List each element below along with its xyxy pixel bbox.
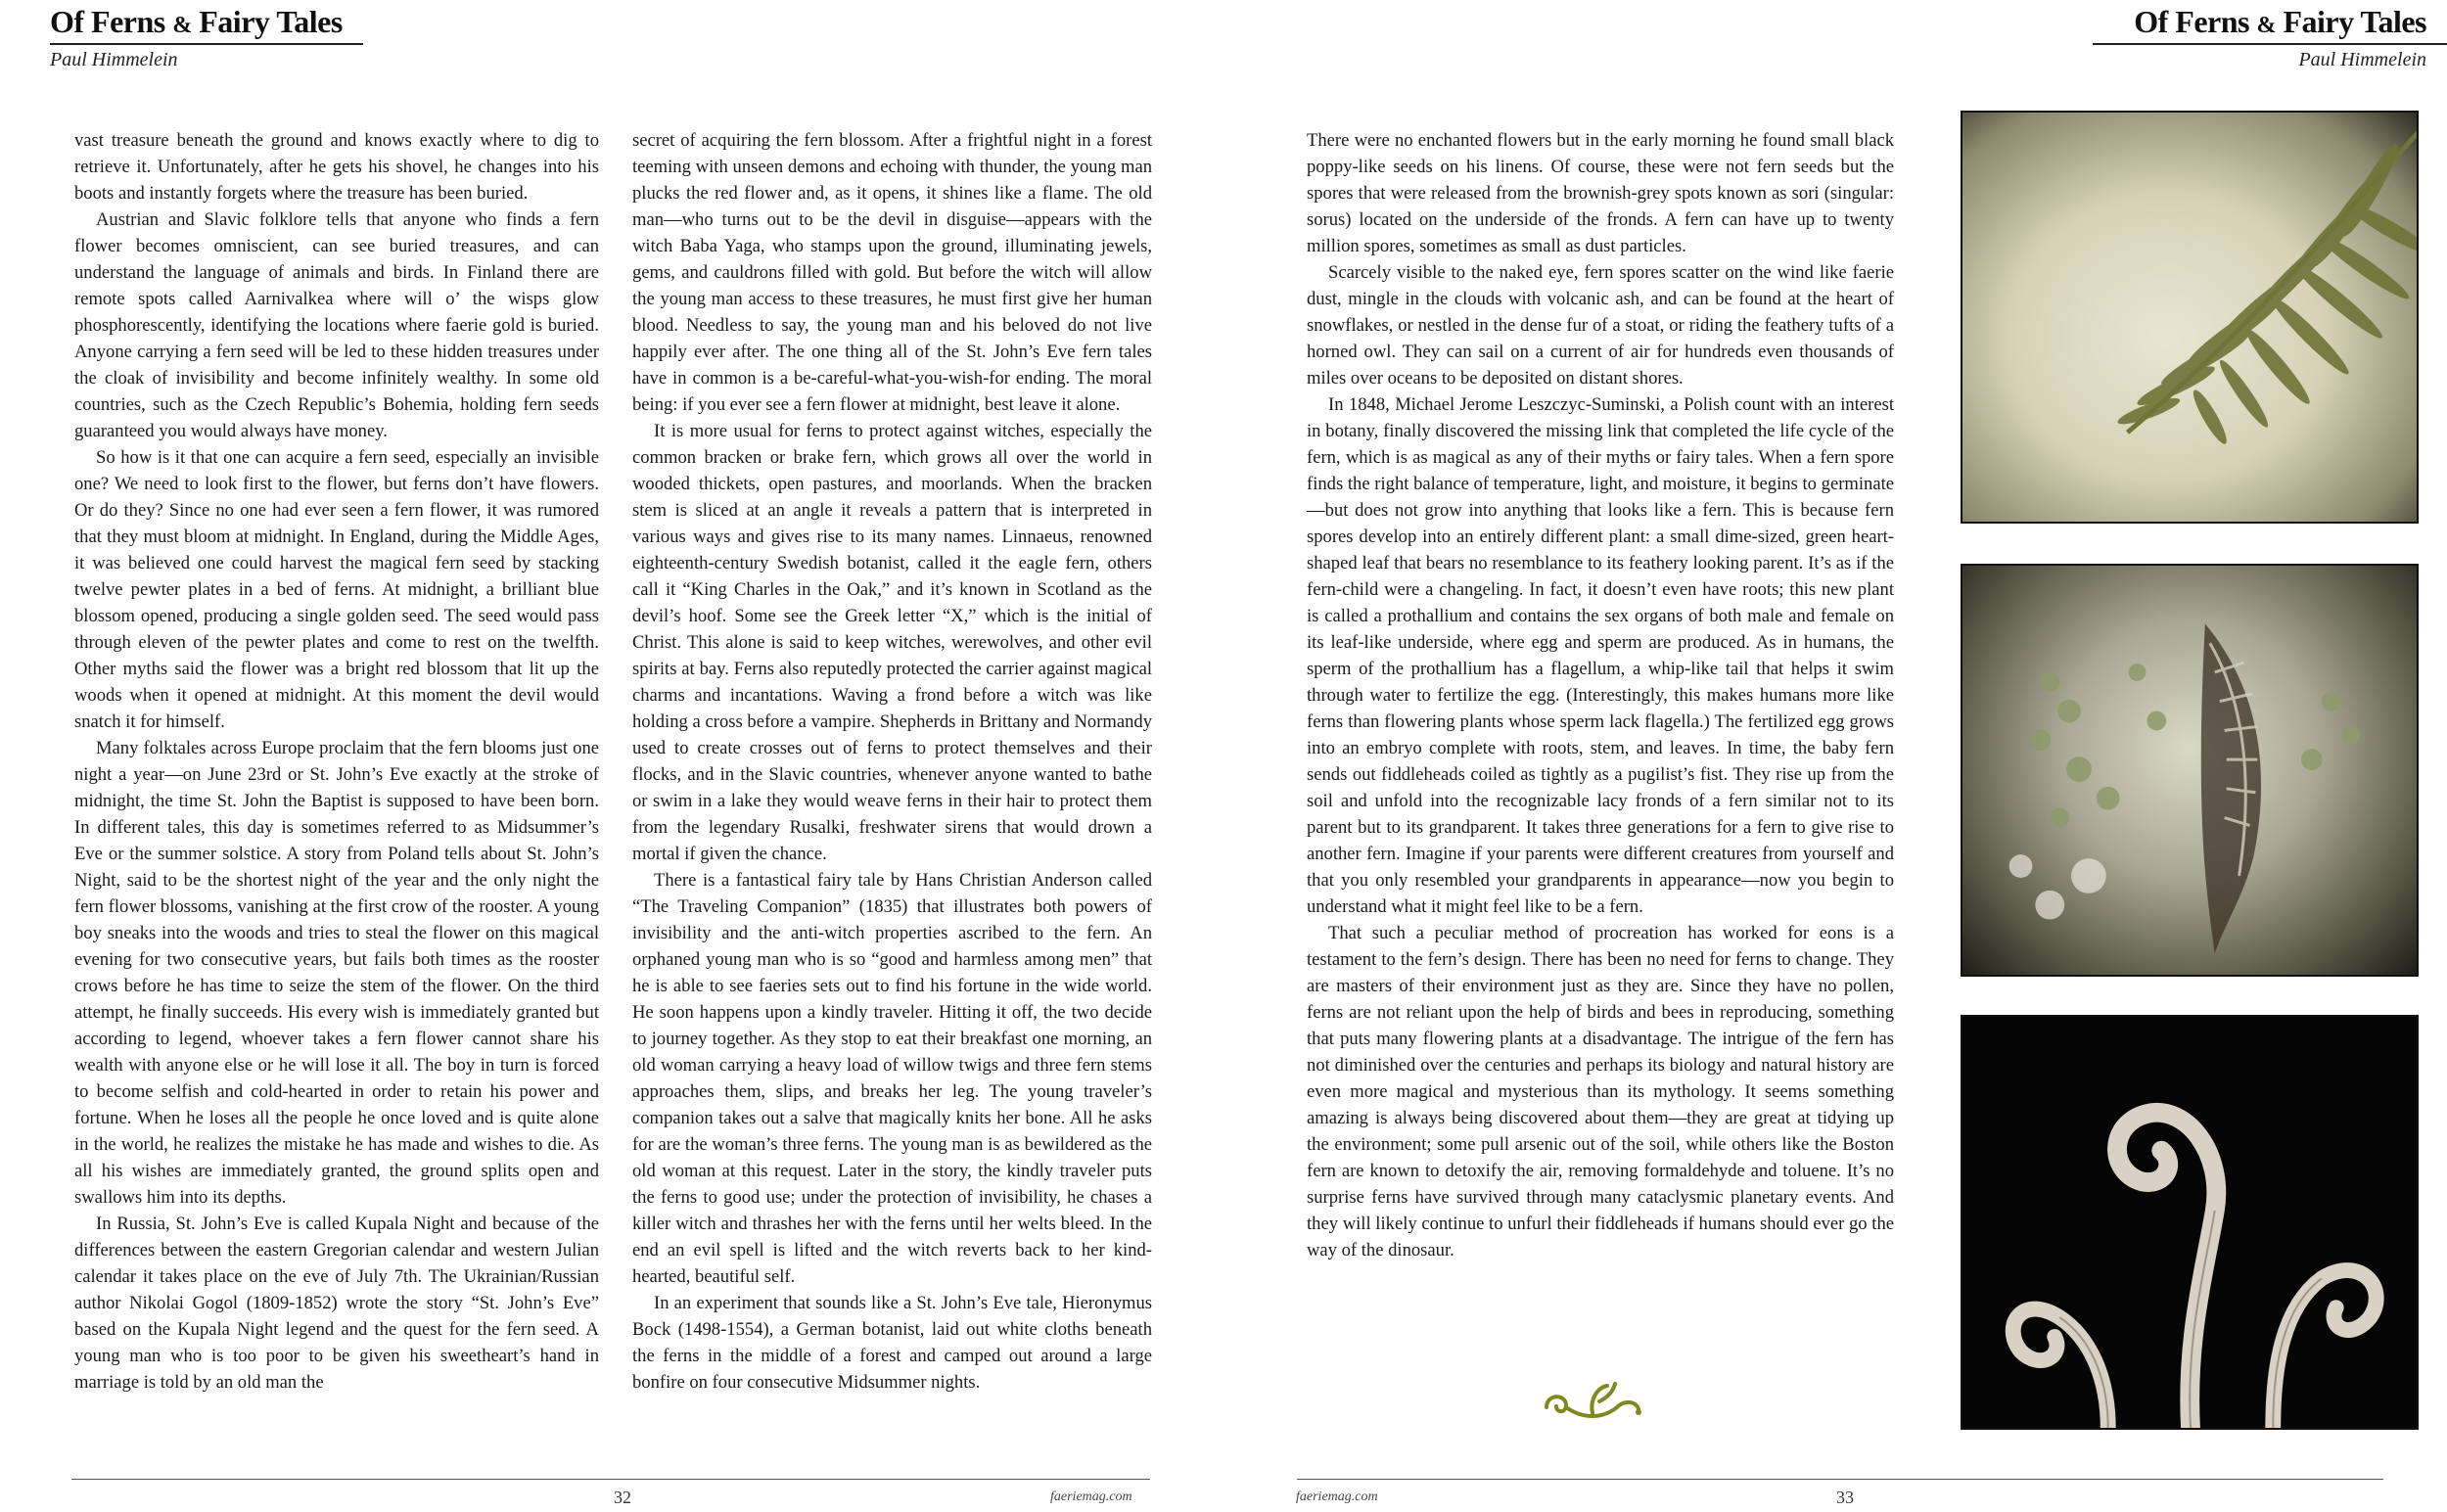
paragraph: vast treasure beneath the ground and knows exactly where to dig to retrieve it. Unfortunately, after he gets his shovel, he changes into his boots and instantly forgets where the treasure has been buried.: [74, 130, 599, 204]
paragraph: Scarcely visible to the naked eye, fern spores scatter on the wind like faerie dust, mingle in the clouds with volcanic ash, and can be found at the heart of snowflakes, or nestled in the dense fur of a stoat, or riding the feathery tufts of a horned owl. They can sail on a current of air for hundreds even thousands of miles over oceans to be deposited on distant shores.: [1307, 262, 1894, 389]
paragraph: It is more usual for ferns to protect against witches, especially the common bracken or brake fern, which grows all over the world in wooded thickets, open pastures, and moorlands. When the bracken stem is sliced at an angle it reveals a pattern that is interpreted in various ways and gives rise to its many names. Linnaeus, renowned eighteenth-century Swedish botanist, called it the eagle fern, others call it “King Charles in the Oak,” and it’s known in Scotland as the devil’s hoof. Some see the Greek letter “X,” which is the initial of Christ. This alone is said to keep witches, werewolves, and other evil spirits at bay. Ferns also reputedly protected the carrier against magical charms and incantations. Waving a frond before a witch was like holding a cross before a vampire. Shepherds in Brittany and Normandy used to create crosses out of ferns to protect themselves and their flocks, and in the Slavic countries, whenever anyone wanted to bathe or swim in a lake they would weave ferns in their hair to protect them from the legendary Rusalki, freshwater sirens that would drown a mortal if given the chance.: [632, 421, 1152, 864]
paragraph: So how is it that one can acquire a fern seed, especially an invisible one? We need to look first to the flower, but ferns don’t have flowers. Or do they? Since no one had ever seen a fern flower, it was rumored that they must bloom at midnight. In England, during the Middle Ages, it was believed one could harvest the magical fern seed by stacking twelve pewter plates in a bed of ferns. At midnight, a brilliant blue blossom opened, producing a single golden seed. The seed would pass through eleven of the pewter plates and come to rest on the twelfth. Other myths said the flower was a bright red blossom that lit up the woods when it opened at midnight. At this moment the devil would snatch it for himself.: [74, 447, 599, 732]
paragraph: There is a fantastical fairy tale by Hans Christian Anderson called “The Traveling Companion” (1835) that illustrates both powers of invisibility and the anti-witch properties ascribed to the fern. An orphaned young man who is so “good and harmless among men” that he is able to see faeries sets out to find his fortune in the wide world. He soon happens upon a kindly traveler. Hitting it off, the two decide to journey together. As they stop to eat their breakfast one morning, an old woman carrying a heavy load of willow twigs and three fern stems approaches them, slips, and breaks her leg. The young traveler’s companion takes out a salve that magically knits her bone. All he asks for are the woman’s three ferns. The young man is as bewildered as the old woman at this request. Later in the story, the kindly traveler puts the ferns to good use; under the protection of invisibility, he chases a killer witch and thrashes her with the ferns until her welts bleed. In the end an evil spell is lifted and the witch reverts back to her kind-hearted, beautiful self.: [632, 870, 1152, 1287]
paragraph: In 1848, Michael Jerome Leszczyc-Suminski, a Polish count with an interest in botany, finally discovered the missing link that completed the life cycle of the fern, which is as magical as any of their myths or fairy tales. When a fern spore finds the right balance of temperature, light, and moisture, it begins to germinate—but does not grow into anything that looks like a fern. This is because fern spores develop into an entirely different plant: a small dime-sized, green heart-shaped leaf that bears no resemblance to its feathery looking parent. It’s as if the fern-child were a changeling. In fact, it doesn’t even have roots; this new plant is called a prothallium and contains the sex organs of both male and female on its leaf-like underside, where egg and sperm are produced. As in humans, the sperm of the prothallium has a flagellum, a whip-like tail that helps it swim through water to fertilize the egg. (Interestingly, this makes humans more like ferns than flowering plants whose sperm lack flagella.) The fertilized egg grows into an embryo complete with roots, stem, and leaves. In time, the baby fern sends out fiddleheads coiled as tightly as a pugilist’s fist. They rise up from the soil and unfold into the recognizable lacy fronds of a fern similar not to its parent but to its grandparent. It takes three generations for a fern to give rise to another fern. Imagine if your parents were different creatures from yourself and that you only resembled your grandparents in appearance—now you begin to understand what it might feel like to be a fern.: [1307, 394, 1894, 917]
fiddlehead-photo: [1961, 1015, 2419, 1430]
paragraph: Austrian and Slavic folklore tells that anyone who finds a fern flower becomes omniscient, can see buried treasures, and can understand the language of animals and birds. In Finland there are remote spots called Aarnivalkea where will o’ the wisps glow phosphorescently, identifying the locations where faerie gold is buried. Anyone carrying a fern seed will be led to these hidden treasures under the cloak of invisibility and become infinitely wealthy. In some old countries, such as the Czech Republic’s Bohemia, holding fern seeds guaranteed you would always have money.: [74, 209, 599, 441]
header-rule: [2093, 43, 2447, 45]
page-number: 33: [1836, 1488, 1854, 1507]
running-title: Of Ferns & Fairy Tales: [2134, 4, 2426, 39]
paragraph: In Russia, St. John’s Eve is called Kupala Night and because of the differences between the eastern Gregorian calendar and western Julian calendar it takes place on the eve of July 7th. The Ukrainian/Russian author Nikolai Gogol (1809-1852) wrote the story “St. John’s Eve” based on the Kupala Night legend and the quest for the fern seed. A young man who is too poor to be given his sweetheart’s hand in marriage is told by an old man the: [74, 1214, 599, 1393]
dried-fern-photo: [1961, 564, 2419, 977]
paragraph: secret of acquiring the fern blossom. After a frightful night in a forest teeming with unseen demons and echoing with thunder, the young man plucks the red flower and, as it opens, it shines like a flame. The old man—who turns out to be the devil in disguise—appears with the witch Baba Yaga, who stamps upon the ground, illuminating jewels, gems, and cauldrons filled with gold. But before the witch will allow the young man access to these treasures, he must first give her human blood. Needless to say, the young man and his beloved do not live happily ever after. The one thing all of the St. John’s Eve fern tales have in common is a be-careful-what-you-wish-for ending. The moral being: if you ever see a fern flower at midnight, best leave it alone.: [632, 130, 1152, 415]
site-url: faeriemag.com: [1050, 1489, 1132, 1504]
text-column-3: [1307, 127, 1894, 1263]
paragraph: That such a peculiar method of procreation has worked for eons is a testament to the fern’s design. There has been no need for ferns to change. They are masters of their environment just as they are. Since they have no pollen, ferns are not reliant upon the help of birds and bees in reproducing, something that puts many flowering plants at a disadvantage. The intrigue of the fern has not diminished over the centuries and perhaps its biology and natural history are even more magical and mysterious than its mythology. It seems something amazing is always being discovered about them—they are great at tidying up the environment; some pull arsenic out of the soil, while others like the Boston fern are known to detoxify the air, removing formaldehyde and toluene. It’s no surprise ferns have survived through many cataclysmic planetary events. And they will likely continue to unfurl their fiddleheads if humans should ever go the way of the dinosaur.: [1307, 923, 1894, 1260]
header-rule: [50, 43, 363, 45]
author-name: Paul Himmelein: [2298, 49, 2426, 70]
site-url: faeriemag.com: [1296, 1489, 1378, 1504]
paragraph: Many folktales across Europe proclaim that the fern blooms just one night a year—on June 23rd or St. John’s Eve exactly at the stroke of midnight, the time St. John the Baptist is supposed to have been born. In different tales, this day is sometimes referred to as Midsummer’s Eve or the summer solstice. A story from Poland tells about St. John’s Night, said to be the shortest night of the year and the only night the fern flower blossoms, vanishing at the first crow of the rooster. A young boy sneaks into the woods and tries to steal the flower on this magical evening for two consecutive years, but fails both times as the rooster crows before he has time to seize the stem of the flower. On the third attempt, he finally succeeds. His every wish is immediately granted but according to legend, whoever takes a fern flower cannot share his wealth with anyone else or he will lose it all. The boy in turn is forced to become selfish and cold-hearted in order to retain his power and fortune. When he loses all the people he once loved and is quite alone in the world, he realizes the mistake he has made and wishes to die. As all his wishes are immediately granted, the ground splits open and swallows him into its depths.: [74, 738, 599, 1208]
footer-rule: [1297, 1479, 2383, 1480]
author-name: Paul Himmelein: [50, 49, 178, 70]
right-page: [1224, 0, 2447, 1512]
flourish-ornament-icon: [1539, 1380, 1646, 1429]
text-column-1: [74, 127, 599, 1396]
paragraph: There were no enchanted flowers but in the early morning he found small black poppy-like seeds on his linens. Of course, these were not fern seeds but the spores that were released from the brownish-grey spots known as sori (singular: sorus) located on the underside of the fronds. A fern can have up to twenty million spores, sometimes as small as dust particles.: [1307, 130, 1894, 256]
footer-rule: [71, 1479, 1150, 1480]
paragraph: In an experiment that sounds like a St. John’s Eve tale, Hieronymus Bock (1498-1554), a German botanist, laid out white cloths beneath the ferns in the middle of a forest and camped out around a large bonfire on four consecutive Midsummer nights.: [632, 1293, 1152, 1393]
running-title: Of Ferns & Fairy Tales: [50, 4, 343, 39]
text-column-2: [632, 127, 1152, 1396]
fern-frond-photo: [1961, 111, 2419, 524]
page-number: 32: [614, 1488, 631, 1507]
